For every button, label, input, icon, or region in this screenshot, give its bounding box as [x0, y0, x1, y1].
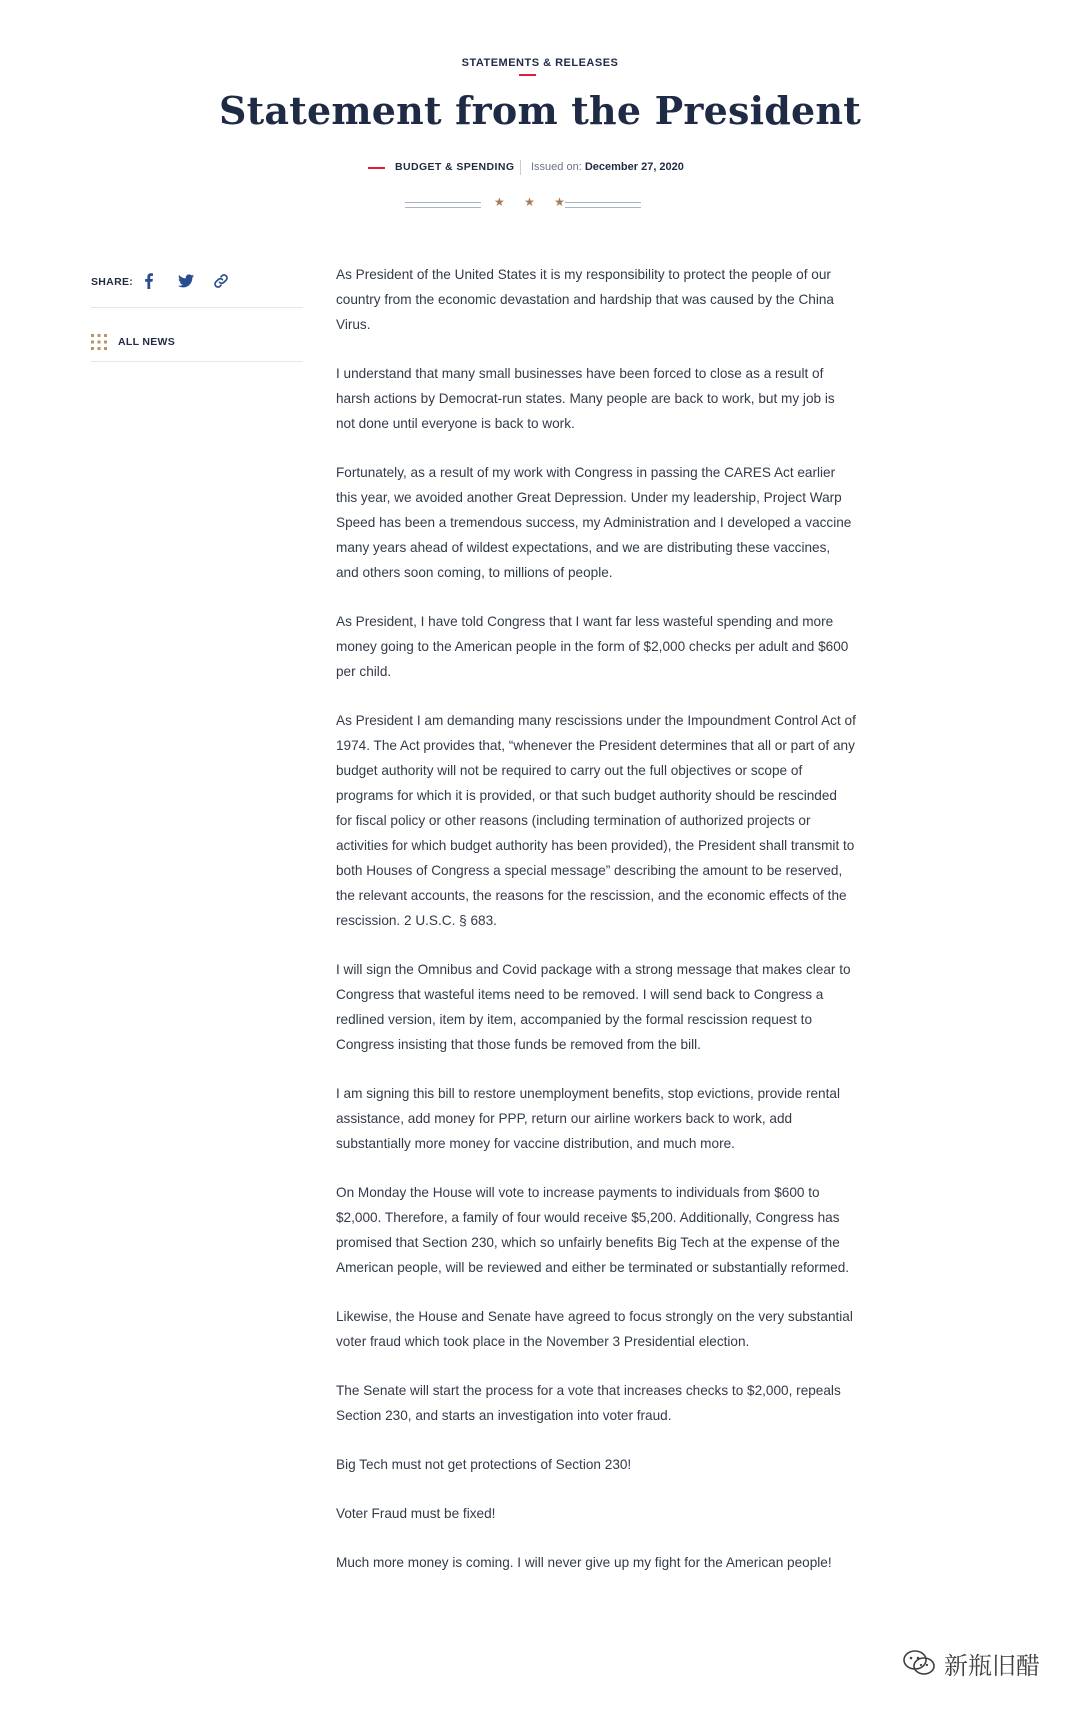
issued-date-value: December 27, 2020 [584, 161, 684, 173]
divider-line-right [565, 202, 641, 208]
category-dash [368, 167, 385, 169]
meta-separator [520, 160, 521, 175]
body-paragraph: Voter Fraud must be fixed! [336, 1506, 496, 1521]
body-paragraph: I am signing this bill to restore unemployment benefits, stop evictions, provide rental assistance, add money for PPP, return our airline workers back to work, add substantially more money for vaccine distribution, and much more. [336, 1086, 840, 1151]
divider-line-left [405, 202, 481, 208]
divider-stars: ★ ★ ★ [494, 195, 573, 209]
link-icon[interactable] [212, 272, 230, 290]
body-paragraph: I understand that many small businesses have been forced to close as a result of harsh actions by Democrat-run states. Many people are back to work, but my job is not done until everyone is back to work. [336, 366, 835, 431]
section-eyebrow[interactable]: STATEMENTS & RELEASES [461, 57, 619, 69]
watermark [902, 1646, 1040, 1680]
body-paragraph: As President, I have told Congress that I want far less wasteful spending and more money going to the American people in the form of $2,000 checks per adult and $600 per child. [336, 614, 849, 679]
article-body [336, 262, 856, 1599]
issued-date [531, 161, 684, 173]
body-paragraph: Big Tech must not get protections of Section 230! [336, 1457, 632, 1472]
body-paragraph: The Senate will start the process for a vote that increases checks to $2,000, repeals Section 230, and starts an investigation into voter fraud. [336, 1383, 841, 1423]
page-title: Statement from the President [218, 88, 861, 133]
share-label: SHARE: [91, 276, 134, 288]
eyebrow-underline [519, 74, 536, 76]
body-paragraph: Likewise, the House and Senate have agreed to focus strongly on the very substantial voter fraud which took place in the November 3 Presidential election. [336, 1309, 853, 1349]
facebook-icon[interactable] [140, 272, 158, 290]
body-paragraph: Much more money is coming. I will never give up my fight for the American people! [336, 1555, 832, 1570]
issued-label: Issued on: [531, 161, 582, 173]
body-paragraph: On Monday the House will vote to increase payments to individuals from $600 to $2,000. Therefore, a family of four would receive $5,200. Additionally, Congress has promised that Section 230, which so unfairly benefits Big Tech at the expense of the American people, will be reviewed and either be terminated or substantially reformed. [336, 1185, 850, 1275]
category-link[interactable]: BUDGET & SPENDING [395, 161, 515, 173]
watermark-text: 新瓶旧醋 [944, 1651, 1040, 1680]
sidebar-divider-top [91, 307, 303, 308]
body-paragraph: As President of the United States it is my responsibility to protect the people of our country from the economic devastation and hardship that was caused by the China Virus. [336, 267, 834, 332]
star-divider [0, 196, 1080, 212]
twitter-icon[interactable] [177, 272, 195, 290]
body-paragraph: Fortunately, as a result of my work with Congress in passing the CARES Act earlier this year, we avoided another Great Depression. Under my leadership, Project Warp Speed has been a tremendous success, my Administration and I developed a vaccine many years ahead of wildest expectations, and we are distributing these vaccines, and others soon coming, to millions of people. [336, 465, 852, 580]
all-news-label: ALL NEWS [118, 336, 176, 348]
grid-icon [91, 334, 107, 350]
article-meta [0, 161, 1080, 177]
body-paragraph: As President I am demanding many rescissions under the Impoundment Control Act of 1974. The Act provides that, “whenever the President determines that all or part of any budget authority will not be required to carry out the full objectives or scope of programs for which it is provided, or that such budget authority should be rescinded for fiscal policy or other reasons (including termination of authorized projects or activities for which budget authority has been provided), the President shall transmit to both Houses of Congress a special message” describing the amount to be reserved, the relevant accounts, the reasons for the rescission, and the economic effects of the rescission. 2 U.S.C. § 683. [336, 713, 856, 928]
body-paragraph: I will sign the Omnibus and Covid package with a strong message that makes clear to Congress that wasteful items need to be removed. I will send back to Congress a redlined version, item by item, accompanied by the formal rescission request to Congress insisting that those funds be removed from the bill. [336, 962, 851, 1052]
wechat-icon [902, 1648, 936, 1678]
sidebar-divider-bottom [91, 361, 303, 362]
